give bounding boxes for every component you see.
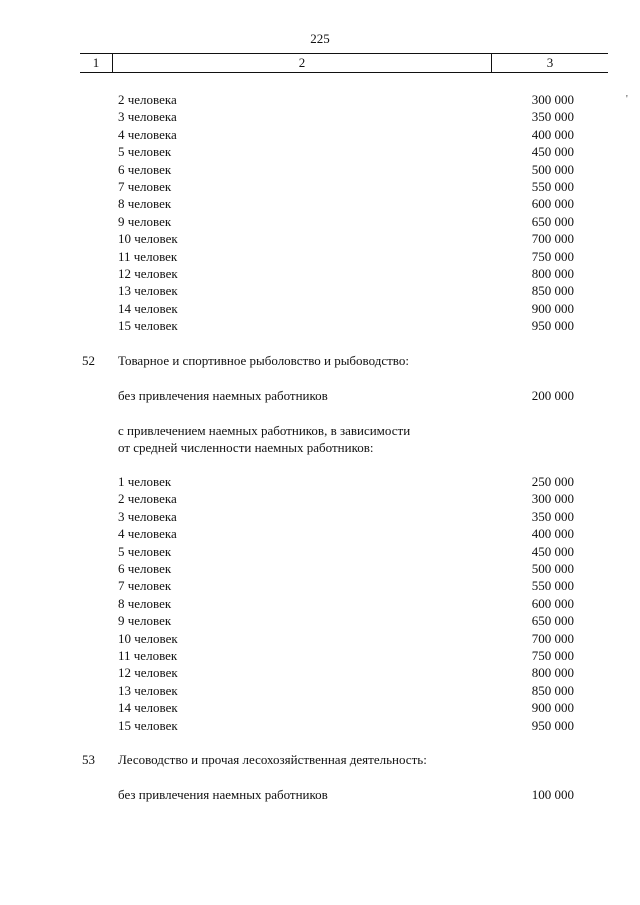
table-row bbox=[118, 161, 574, 179]
row-value: 850 000 bbox=[531, 682, 574, 698]
table-row bbox=[118, 248, 574, 266]
row-label: 6 человек bbox=[118, 561, 172, 576]
row-value: 600 000 bbox=[531, 595, 574, 611]
row-value: 700 000 bbox=[531, 630, 574, 646]
row-value: 450 000 bbox=[531, 543, 574, 559]
table-row bbox=[118, 317, 574, 335]
table-row bbox=[118, 630, 574, 648]
row-label: 3 человека bbox=[118, 109, 177, 125]
row-value: 350 000 bbox=[531, 109, 574, 125]
table-row bbox=[118, 543, 574, 561]
table-row bbox=[118, 525, 574, 543]
row-value: 300 000 bbox=[531, 92, 574, 107]
item52-number: 52 bbox=[82, 353, 95, 368]
row-value: 300 000 bbox=[531, 491, 574, 507]
header-col-3: 3 bbox=[546, 55, 554, 70]
table-row bbox=[118, 91, 574, 109]
page-number: 225 bbox=[310, 31, 330, 46]
row-value: 900 000 bbox=[531, 700, 574, 716]
item53-no-hire-label: без привлечения наемных работников bbox=[118, 787, 328, 802]
item52-title: Товарное и спортивное рыболовство и рыбоводство: bbox=[118, 353, 409, 368]
row-value: 950 000 bbox=[531, 318, 574, 334]
row-value: 400 000 bbox=[531, 126, 574, 142]
row-label: 11 человек bbox=[118, 248, 178, 264]
table-header bbox=[80, 53, 608, 73]
row-value: 600 000 bbox=[531, 196, 574, 212]
row-label: 12 человек bbox=[118, 665, 178, 681]
row-value: 500 000 bbox=[531, 161, 574, 177]
row-label: 15 человек bbox=[118, 717, 178, 733]
row-value: 650 000 bbox=[531, 613, 574, 629]
table-row bbox=[118, 612, 574, 630]
row-label: 3 человека bbox=[118, 508, 177, 524]
row-label: 9 человек bbox=[118, 613, 172, 629]
item52-hire-line2: от средней численности наемных работников: bbox=[118, 440, 374, 455]
row-label: 4 человека bbox=[118, 526, 177, 542]
row-value: 750 000 bbox=[531, 648, 574, 663]
table-row bbox=[118, 682, 574, 700]
row-label: 4 человека bbox=[118, 126, 177, 142]
row-label: 1 человек bbox=[118, 474, 172, 489]
scan-mark: ' bbox=[626, 94, 628, 105]
table-row bbox=[118, 717, 574, 735]
row-label: 10 человек bbox=[118, 630, 178, 646]
table-row bbox=[118, 213, 574, 231]
header-col-2: 2 bbox=[298, 55, 306, 70]
row-value: 850 000 bbox=[531, 283, 574, 299]
item53-no-hire-value: 100 000 bbox=[531, 787, 574, 802]
row-label: 6 человек bbox=[118, 161, 172, 177]
table-row bbox=[118, 664, 574, 682]
row-value: 950 000 bbox=[531, 717, 574, 733]
table-row bbox=[118, 178, 574, 196]
table-row bbox=[118, 282, 574, 300]
row-value: 900 000 bbox=[531, 300, 574, 316]
row-label: 11 человек bbox=[118, 648, 178, 663]
item52-no-hire-row bbox=[118, 387, 574, 405]
table-row bbox=[118, 230, 574, 248]
table-row bbox=[118, 126, 574, 144]
row-value: 650 000 bbox=[531, 213, 574, 229]
table-row bbox=[118, 647, 574, 665]
table-row bbox=[118, 143, 574, 161]
item53-number: 53 bbox=[82, 752, 95, 767]
item52-no-hire-label: без привлечения наемных работников bbox=[118, 388, 328, 403]
table-row bbox=[118, 595, 574, 613]
row-value: 700 000 bbox=[531, 231, 574, 247]
row-value: 550 000 bbox=[531, 179, 574, 194]
row-label: 10 человек bbox=[118, 231, 178, 247]
row-label: 9 человек bbox=[118, 213, 172, 229]
item53-title: Лесоводство и прочая лесохозяйственная деятельность: bbox=[118, 752, 427, 767]
table-row bbox=[118, 265, 574, 283]
row-label: 8 человек bbox=[118, 595, 172, 611]
row-value: 400 000 bbox=[531, 526, 574, 542]
row-value: 250 000 bbox=[531, 474, 574, 489]
table-row bbox=[118, 195, 574, 213]
row-label: 14 человек bbox=[118, 300, 178, 316]
row-value: 550 000 bbox=[531, 578, 574, 594]
item52-hire-line1: с привлечением наемных работников, в зависимости bbox=[118, 423, 411, 438]
row-value: 800 000 bbox=[531, 266, 574, 281]
header-col-1: 1 bbox=[92, 55, 100, 70]
row-label: 7 человек bbox=[118, 578, 172, 594]
row-label: 5 человек bbox=[118, 543, 172, 559]
table-row bbox=[118, 699, 574, 717]
row-label: 7 человек bbox=[118, 179, 172, 194]
row-value: 450 000 bbox=[531, 144, 574, 160]
table-row bbox=[118, 108, 574, 126]
row-label: 2 человека bbox=[118, 92, 177, 107]
item53-no-hire-row bbox=[118, 786, 574, 804]
row-label: 14 человек bbox=[118, 700, 178, 716]
table-row bbox=[118, 577, 574, 595]
row-label: 5 человек bbox=[118, 144, 172, 160]
row-value: 800 000 bbox=[531, 665, 574, 681]
table-row bbox=[118, 560, 574, 578]
row-label: 13 человек bbox=[118, 283, 178, 299]
table-row bbox=[118, 508, 574, 526]
row-value: 350 000 bbox=[531, 508, 574, 524]
table-row bbox=[118, 473, 574, 491]
row-label: 2 человека bbox=[118, 491, 177, 507]
row-value: 500 000 bbox=[531, 561, 574, 576]
item52-no-hire-value: 200 000 bbox=[531, 388, 574, 403]
table-row bbox=[118, 300, 574, 318]
row-label: 12 человек bbox=[118, 266, 178, 281]
row-label: 8 человек bbox=[118, 196, 172, 212]
row-label: 15 человек bbox=[118, 318, 178, 334]
row-label: 13 человек bbox=[118, 682, 178, 698]
row-value: 750 000 bbox=[531, 248, 574, 264]
table-row bbox=[118, 490, 574, 508]
